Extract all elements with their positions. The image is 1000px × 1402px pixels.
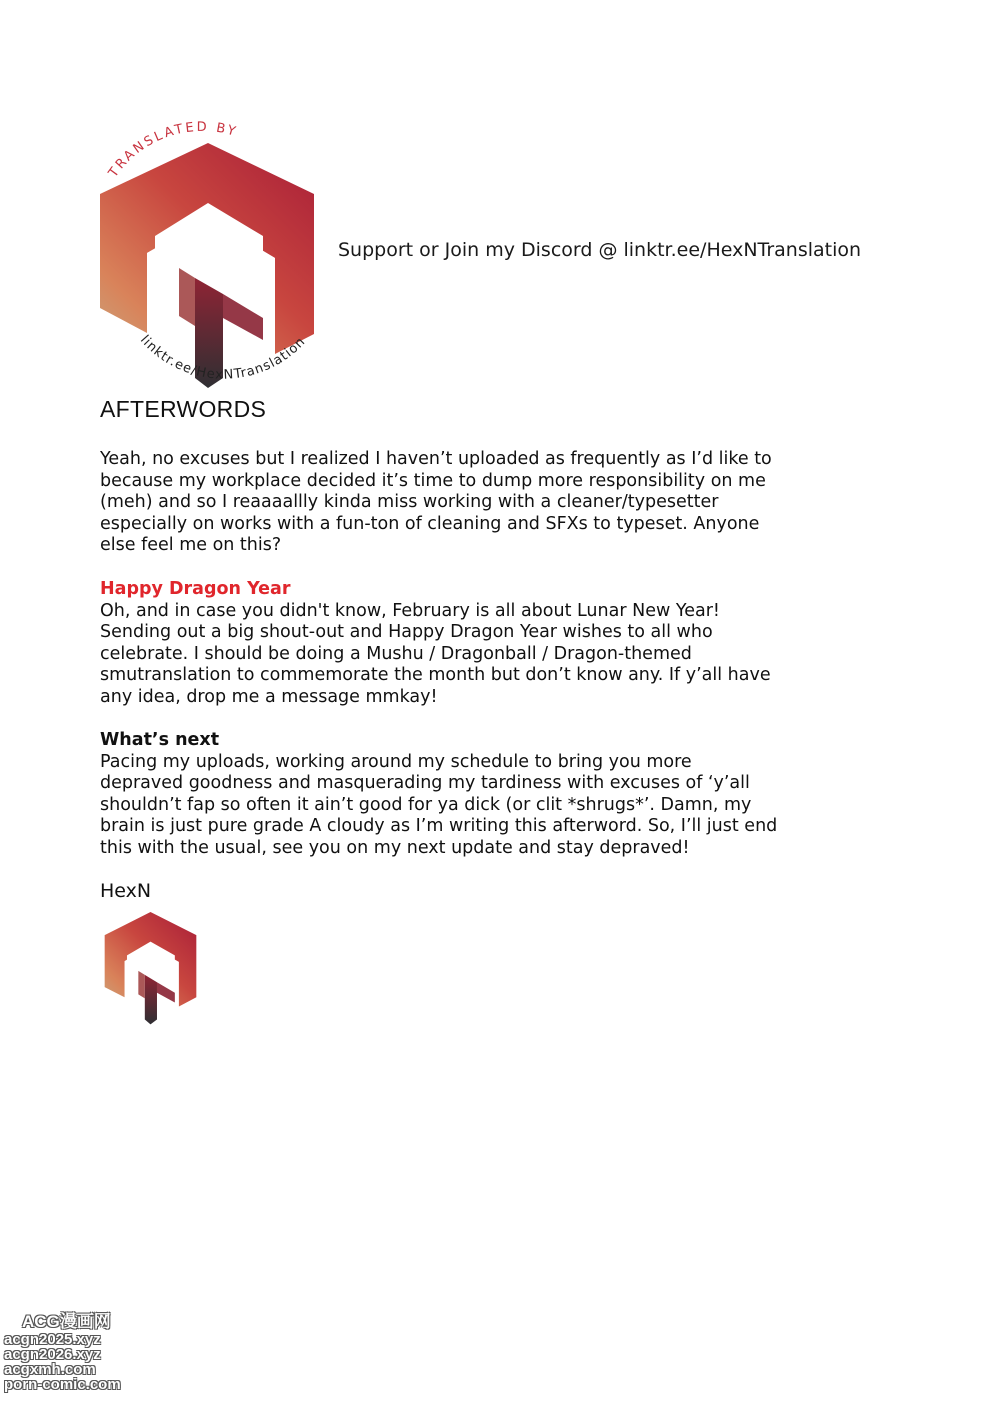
page-title: AFTERWORDS [100,396,267,422]
hexn-logo-small [100,910,201,1026]
watermark-line: porn-comic.com [4,1376,121,1393]
intro-line: because my workplace decided it’s time to dump more responsibility on me [100,470,766,491]
signature: HexN [100,880,152,902]
intro-line: (meh) and so I reaaaallly kinda miss working with a cleaner/typesetter [100,492,719,513]
watermark-line: acgxmh.com [4,1361,96,1378]
section-line: Oh, and in case you didn't know, February is all about Lunar New Year! [100,600,720,621]
section-line: depraved goodness and masquerading my tardiness with excuses of ‘y’all [100,773,750,794]
watermark-line: acgn2026.xyz [4,1346,101,1363]
section-line: shouldn’t fap so often it ain’t good for ya dick (or clit *shrugs*’. Damn, my [100,794,752,815]
section-line: this with the usual, see you on my next update and stay depraved! [100,837,690,858]
support-discord-text: Support or Join my Discord @ linktr.ee/HexNTranslation [338,239,862,261]
section-whats-next [100,730,778,860]
intro-paragraph [100,449,772,557]
intro-line: else feel me on this? [100,535,282,556]
section-line: smutranslation to commemorate the month but don’t know any. If y’all have [100,665,771,686]
section-line: brain is just pure grade A cloudy as I’m writing this afterword. So, I’ll just end [100,816,778,837]
logo-top-text: TRANSLATED BY [105,119,240,181]
section-heading: What’s next [100,730,220,750]
logo-bottom-text: linktr.ee/HexNTranslation [136,332,309,383]
watermark-line: acgn2025.xyz [4,1331,101,1348]
section-happy-dragon-year [100,579,771,709]
section-line: Pacing my uploads, working around my schedule to bring you more [100,751,692,772]
intro-line: Yeah, no excuses but I realized I haven’t uploaded as frequently as I’d like to [100,449,772,469]
section-line: any idea, drop me a message mmkay! [100,686,438,707]
hexn-logo-large [95,108,327,394]
section-heading: Happy Dragon Year [100,579,291,599]
section-line: Sending out a big shout-out and Happy Dragon Year wishes to all who [100,622,713,643]
site-watermark [4,1312,134,1392]
section-line: celebrate. I should be doing a Mushu / Dragonball / Dragon-themed [100,643,692,664]
watermark-title: ACG漫画网 [22,1312,111,1331]
intro-line: especially on works with a fun-ton of cleaning and SFXs to typeset. Anyone [100,513,760,534]
